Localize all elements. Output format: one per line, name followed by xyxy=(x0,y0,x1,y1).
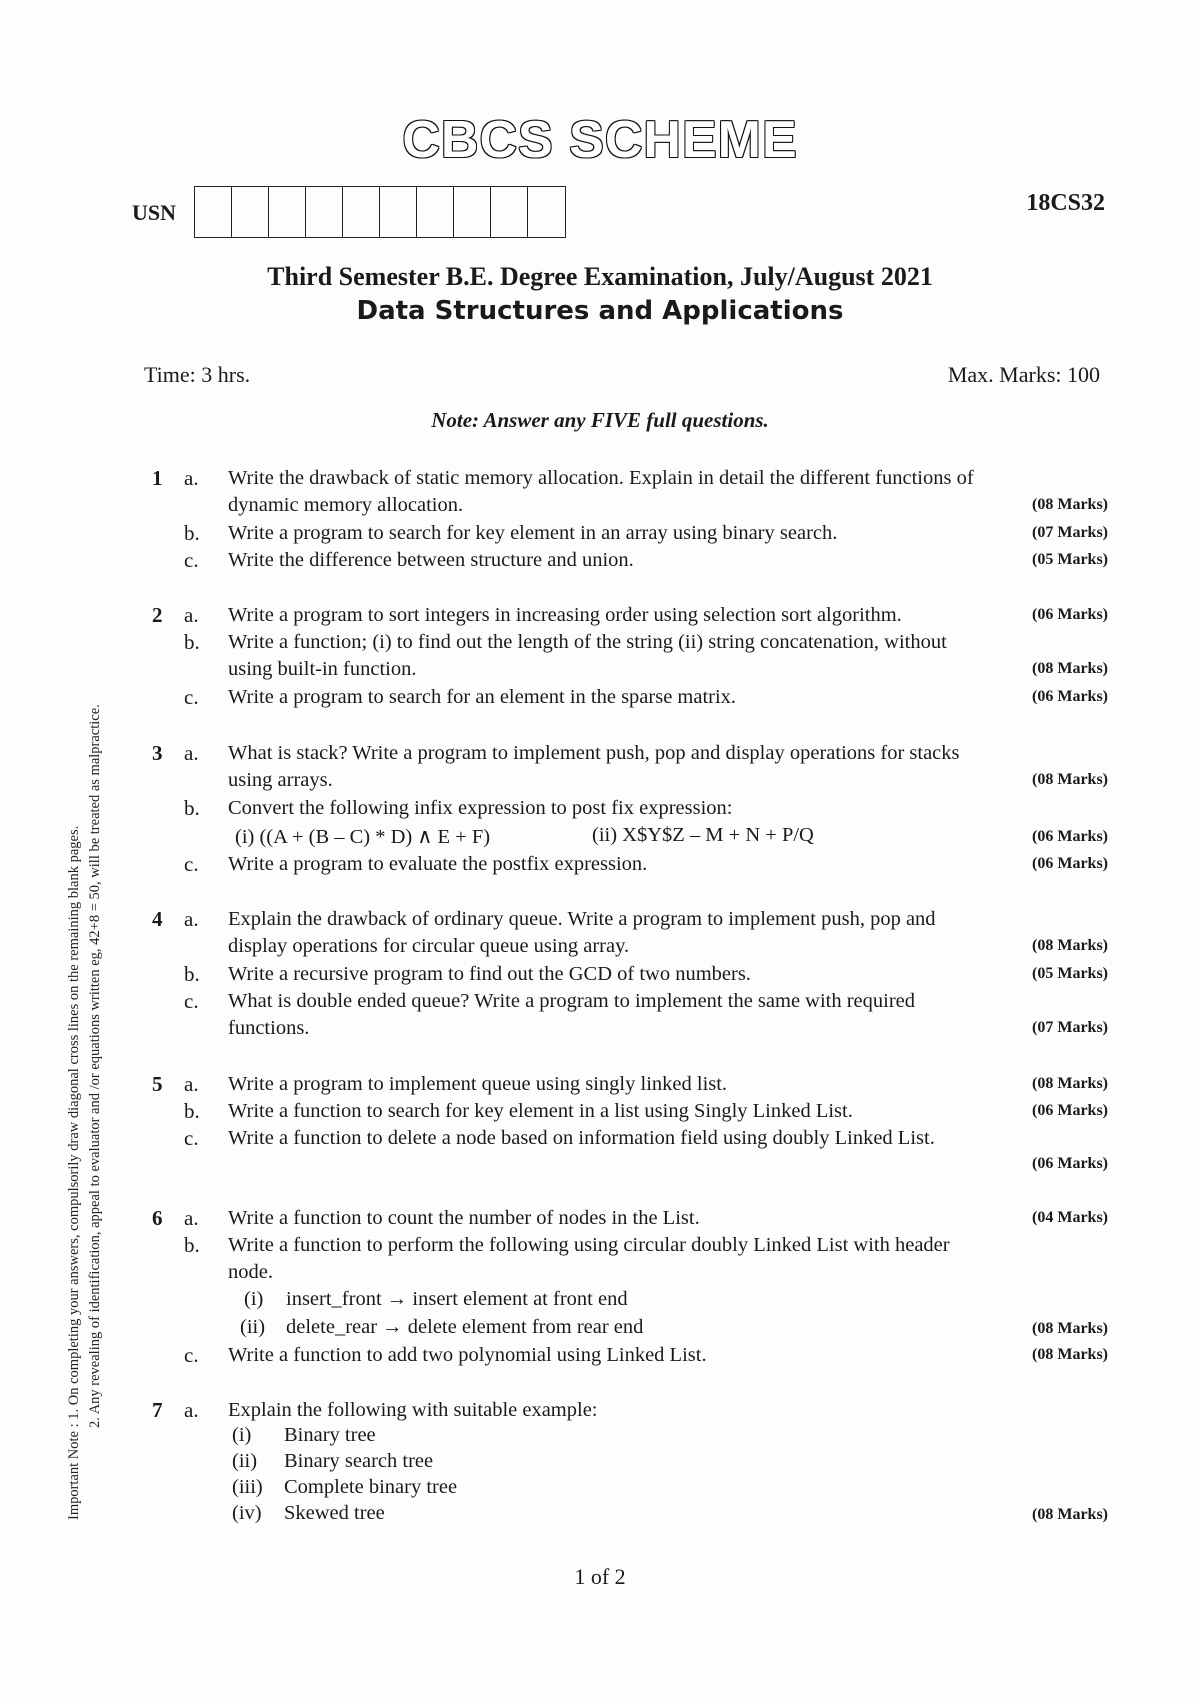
sub-label: c. xyxy=(184,685,199,709)
marks-label: (06 Marks) xyxy=(1032,688,1108,705)
sub-label: a. xyxy=(184,466,199,490)
question-line: dynamic memory allocation. xyxy=(228,494,464,516)
sub-label: b. xyxy=(184,1099,200,1123)
question-text: Write a program to evaluate the postfix expression. xyxy=(228,853,648,875)
exam-duration: Time: 3 hrs. xyxy=(144,362,251,387)
question-text: Write a program to sort integers in increasing order using selection sort algorithm. xyxy=(228,604,902,626)
list-item-number: (ii) xyxy=(232,1450,258,1472)
question-text: Write a program to implement queue using singly linked list. xyxy=(228,1073,728,1095)
question-text: Write the difference between structure and union. xyxy=(228,549,634,571)
question-text: Convert the following infix expression to post fix expression: xyxy=(228,797,733,819)
question-number: 3 xyxy=(152,741,163,765)
list-item-text: Complete binary tree xyxy=(284,1476,458,1498)
question-number: 4 xyxy=(152,907,163,931)
question-number: 5 xyxy=(152,1072,163,1096)
marks-label: (08 Marks) xyxy=(1032,1346,1108,1363)
marks-label: (08 Marks) xyxy=(1032,937,1108,954)
usn-label: USN xyxy=(132,200,177,225)
list-item-text: delete_rear → delete element from rear end xyxy=(286,1316,644,1338)
question-line: What is double ended queue? Write a program to implement the same with required xyxy=(228,990,916,1012)
question-line: Write a function; (i) to find out the length of the string (ii) string concatenation, without xyxy=(228,631,947,653)
scheme-banner: CBCS SCHEME xyxy=(402,111,798,169)
question-text: Explain the following with suitable example: xyxy=(228,1399,598,1421)
sub-label: b. xyxy=(184,796,200,820)
marks-label: (06 Marks) xyxy=(1032,606,1108,623)
question-line: Write the drawback of static memory allocation. Explain in detail the different functions of xyxy=(228,467,974,489)
sub-label: b. xyxy=(184,962,200,986)
question-text: Write a program to search for an element in the sparse matrix. xyxy=(228,686,737,708)
sub-label: a. xyxy=(184,1072,199,1096)
sub-label: a. xyxy=(184,907,199,931)
question-line: Write a function to perform the following using circular doubly Linked List with header xyxy=(228,1234,950,1256)
list-item-text: Skewed tree xyxy=(284,1502,385,1524)
question-text: Write a function to delete a node based on information field using doubly Linked List. xyxy=(228,1127,935,1149)
list-item-number: (iii) xyxy=(232,1476,263,1498)
sub-label: a. xyxy=(184,1206,199,1230)
marks-label: (05 Marks) xyxy=(1032,965,1108,982)
question-text: Write a program to search for key element in an array using binary search. xyxy=(228,522,838,544)
sub-label: c. xyxy=(184,1343,199,1367)
question-number: 2 xyxy=(152,603,163,627)
instructions-note: Note: Answer any FIVE full questions. xyxy=(431,408,769,432)
question-text xyxy=(228,1232,1112,1286)
marks-label: (06 Marks) xyxy=(1032,1102,1108,1119)
marks-label: (07 Marks) xyxy=(1032,1019,1108,1036)
max-marks: Max. Marks: 100 xyxy=(947,362,1100,387)
marks-label: (08 Marks) xyxy=(1032,1320,1108,1337)
question-text xyxy=(228,906,1112,960)
exam-title: Third Semester B.E. Degree Examination, July/August 2021 xyxy=(267,262,933,291)
important-note-line-1: Important Note : 1. On completing your answers, compulsorily draw diagonal cross lines on the remaining blank pages. xyxy=(66,825,82,1520)
sub-label: b. xyxy=(184,521,200,545)
question-line: display operations for circular queue using array. xyxy=(228,935,630,957)
marks-label: (05 Marks) xyxy=(1032,551,1108,568)
list-item-number: (ii) xyxy=(240,1316,266,1338)
sub-label: c. xyxy=(184,548,199,572)
list-item-text: Binary search tree xyxy=(284,1450,434,1472)
sub-label: c. xyxy=(184,989,199,1013)
marks-label: (08 Marks) xyxy=(1032,1075,1108,1092)
list-item-number: (i) xyxy=(244,1288,264,1310)
question-number: 7 xyxy=(152,1398,163,1422)
sub-label: a. xyxy=(184,741,199,765)
list-item-number: (i) xyxy=(232,1424,252,1446)
question-line: using built-in function. xyxy=(228,658,417,680)
question-line: using arrays. xyxy=(228,769,333,791)
question-text: Write a function to search for key element in a list using Singly Linked List. xyxy=(228,1100,853,1122)
marks-label: (08 Marks) xyxy=(1032,1506,1108,1523)
question-text: Write a recursive program to find out the GCD of two numbers. xyxy=(228,963,751,985)
marks-label: (06 Marks) xyxy=(1032,828,1108,845)
course-code: 18CS32 xyxy=(1026,190,1105,216)
question-line: What is stack? Write a program to implement push, pop and display operations for stacks xyxy=(228,742,960,764)
sub-label: c. xyxy=(184,852,199,876)
infix-expression-2: (ii) X$Y$Z – M + N + P/Q xyxy=(592,824,814,846)
question-number: 6 xyxy=(152,1206,163,1230)
sub-label: b. xyxy=(184,630,200,654)
marks-label: (04 Marks) xyxy=(1032,1209,1108,1226)
marks-label: (08 Marks) xyxy=(1032,496,1108,513)
list-item-text: Binary tree xyxy=(284,1424,376,1446)
marks-label: (06 Marks) xyxy=(1032,855,1108,872)
marks-label: (08 Marks) xyxy=(1032,660,1108,677)
question-text: Write a function to add two polynomial using Linked List. xyxy=(228,1344,707,1366)
infix-expression-1: (i) ((A + (B – C) * D) ∧ E + F) xyxy=(235,826,491,848)
marks-label: (08 Marks) xyxy=(1032,771,1108,788)
question-text xyxy=(228,988,1112,1042)
sub-label: c. xyxy=(184,1126,199,1150)
question-number: 1 xyxy=(152,466,163,490)
page-number: 1 of 2 xyxy=(574,1564,626,1589)
question-text: Write a function to count the number of nodes in the List. xyxy=(228,1207,700,1229)
important-note-line-2: 2. Any revealing of identification, appeal to evaluator and /or equations written eg, 42+8 = 50, will be treated as malpractice. xyxy=(87,704,103,1428)
subject-title: Data Structures and Applications xyxy=(356,296,844,326)
sub-label: b. xyxy=(184,1233,200,1257)
marks-label: (07 Marks) xyxy=(1032,524,1108,541)
list-item-number: (iv) xyxy=(232,1502,262,1524)
sub-label: a. xyxy=(184,1398,199,1422)
question-text xyxy=(228,465,1112,519)
question-line: node. xyxy=(228,1261,273,1283)
question-text xyxy=(228,629,1112,683)
question-line: Explain the drawback of ordinary queue. Write a program to implement push, pop and xyxy=(228,908,936,930)
question-text xyxy=(228,740,1112,794)
sub-label: a. xyxy=(184,603,199,627)
marks-label: (06 Marks) xyxy=(1032,1155,1108,1172)
question-line: functions. xyxy=(228,1017,310,1039)
list-item-text: insert_front → insert element at front end xyxy=(286,1288,628,1310)
